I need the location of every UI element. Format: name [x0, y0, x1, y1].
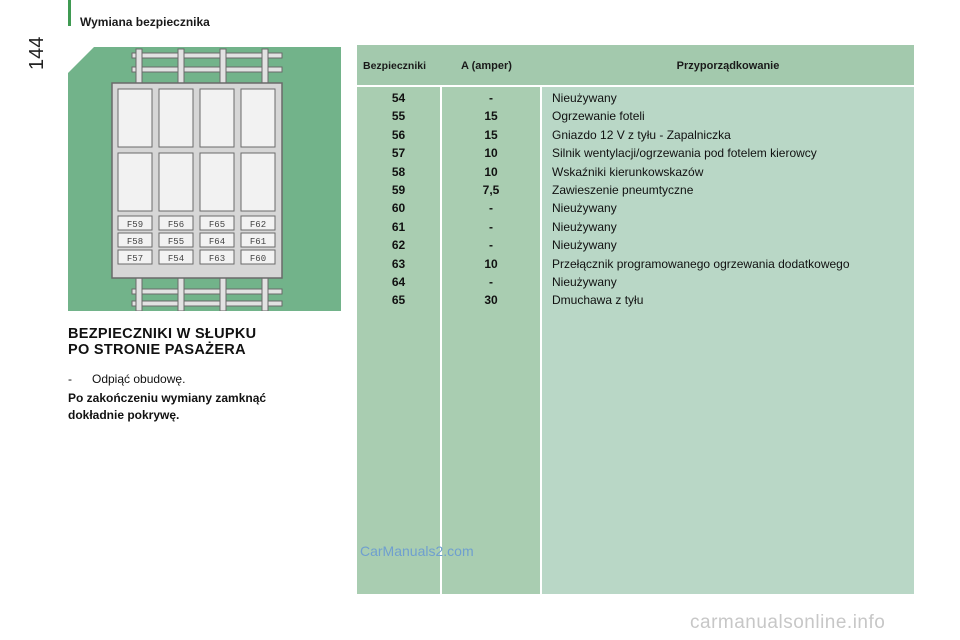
header-assignment: Przyporządkowanie — [676, 60, 780, 72]
fuse-slot — [200, 250, 234, 264]
step-text: Odpiąć obudowę. — [92, 372, 186, 386]
table-row — [357, 89, 914, 107]
fuse-slot — [159, 233, 193, 247]
header-fuses: Bezpieczniki — [363, 60, 427, 72]
fuse-slot — [159, 250, 193, 264]
fuse-slot — [118, 250, 152, 264]
fuse-number: 58 — [391, 164, 406, 179]
rail-bottom-2 — [132, 301, 282, 306]
table-body — [357, 89, 914, 310]
relay-slot — [241, 89, 275, 147]
rail-bottom-1 — [132, 289, 282, 294]
fuse-slot-label: F61 — [249, 237, 267, 247]
watermark-carmanualsonline: carmanualsonline.info — [690, 612, 886, 633]
fuse-amperage: 15 — [484, 109, 498, 124]
relay-slot — [159, 89, 193, 147]
table-row — [357, 144, 914, 162]
fuse-slot-label: F58 — [126, 237, 144, 247]
table-row — [357, 291, 914, 309]
fuse-assignment: Nieużywany — [552, 238, 617, 253]
fuse-slot — [241, 233, 275, 247]
relay-slot — [118, 153, 152, 211]
fuse-slot-label: F54 — [167, 254, 185, 264]
fuse-slot-label: F60 — [249, 254, 267, 264]
table-row — [357, 218, 914, 236]
fuse-slot-label: F59 — [126, 220, 144, 230]
fuse-assignment: Nieużywany — [552, 201, 617, 216]
fuse-slot — [200, 233, 234, 247]
fuse-slot-label: F57 — [126, 254, 144, 264]
fuse-assignment: Gniazdo 12 V z tyłu - Zapalniczka — [552, 127, 731, 142]
fuse-number: 62 — [391, 238, 406, 253]
fuse-assignment: Ogrzewanie foteli — [552, 109, 645, 124]
rail-top-1 — [132, 53, 282, 58]
fuse-number: 55 — [391, 109, 406, 124]
fuse-slot-label: F56 — [167, 220, 185, 230]
fuse-assignment: Nieużywany — [552, 91, 617, 105]
fuse-assignment: Nieużywany — [552, 274, 617, 289]
fuse-amperage: 10 — [484, 256, 498, 271]
fuse-slot — [241, 216, 275, 230]
fuse-amperage: 7,5 — [482, 182, 500, 197]
closing-note: Po zakończeniu wymiany zamknąć dokładnie pokrywę. — [68, 391, 267, 422]
fuse-table — [357, 45, 914, 594]
fuse-amperage: - — [489, 91, 493, 105]
fuse-slot — [200, 216, 234, 230]
fuse-number: 61 — [391, 219, 406, 234]
fuse-amperage: 30 — [484, 293, 498, 308]
heading-line-2: PO STRONIE PASAŻERA — [68, 342, 246, 358]
table-row — [357, 236, 914, 254]
table-header — [357, 45, 914, 87]
fuse-slot — [118, 233, 152, 247]
fuse-amperage: - — [489, 238, 493, 253]
fuse-number: 64 — [391, 274, 406, 289]
fuse-number: 56 — [391, 127, 406, 142]
fuse-number: 59 — [391, 182, 406, 197]
instruction-step — [68, 372, 185, 386]
fuse-slot-label: F63 — [208, 254, 226, 264]
table-row — [357, 163, 914, 181]
rail-top-2 — [132, 67, 282, 72]
fuse-slot-label: F65 — [208, 220, 226, 230]
relay-slot — [159, 153, 193, 211]
fuse-assignment: Zawieszenie pneumtyczne — [552, 182, 694, 197]
table-row — [357, 126, 914, 144]
table-row — [357, 107, 914, 125]
fuse-amperage: 10 — [484, 164, 498, 179]
fuse-slot — [159, 216, 193, 230]
fuse-number: 65 — [391, 293, 406, 308]
fuse-slot-label: F55 — [167, 237, 185, 247]
fuse-assignment: Wskaźniki kierunkowskazów — [552, 164, 704, 179]
fuse-assignment: Przełącznik programowanego ogrzewania dodatkowego — [552, 256, 850, 271]
relay-slot — [200, 89, 234, 147]
step-dash: - — [68, 372, 72, 386]
page-number: 144 — [26, 36, 48, 70]
fuse-number: 57 — [391, 146, 406, 161]
relay-slot — [118, 89, 152, 147]
fuse-slot-label: F64 — [208, 237, 226, 247]
table-row — [357, 181, 914, 199]
fuse-amperage: - — [489, 274, 493, 289]
fuse-slot-label: F62 — [249, 220, 267, 230]
fuse-amperage: 10 — [484, 146, 498, 161]
fuse-slot — [241, 250, 275, 264]
table-row — [357, 273, 914, 291]
relay-slot — [241, 153, 275, 211]
fuse-amperage: - — [489, 219, 493, 234]
section-heading — [68, 326, 256, 358]
fuse-number: 60 — [391, 201, 406, 216]
header-amperage: A (amper) — [461, 60, 512, 72]
fuse-box-diagram — [68, 47, 341, 311]
fuse-amperage: - — [489, 201, 493, 216]
heading-line-1: BEZPIECZNIKI W SŁUPKU — [68, 326, 257, 342]
fuse-amperage: 15 — [484, 127, 498, 142]
table-row — [357, 255, 914, 273]
fuse-assignment: Silnik wentylacji/ogrzewania pod fotelem kierowcy — [552, 146, 817, 161]
fuse-slot — [118, 216, 152, 230]
fuse-number: 54 — [391, 91, 406, 105]
relay-slot — [200, 153, 234, 211]
section-title: Wymiana bezpiecznika — [80, 15, 210, 29]
watermark-carmanuals2: CarManuals2.com — [360, 543, 474, 559]
fuse-assignment: Nieużywany — [552, 219, 617, 234]
table-row — [357, 199, 914, 217]
section-marker-bar — [68, 0, 71, 26]
fuse-assignment: Dmuchawa z tyłu — [552, 293, 644, 308]
fuse-number: 63 — [391, 256, 406, 271]
